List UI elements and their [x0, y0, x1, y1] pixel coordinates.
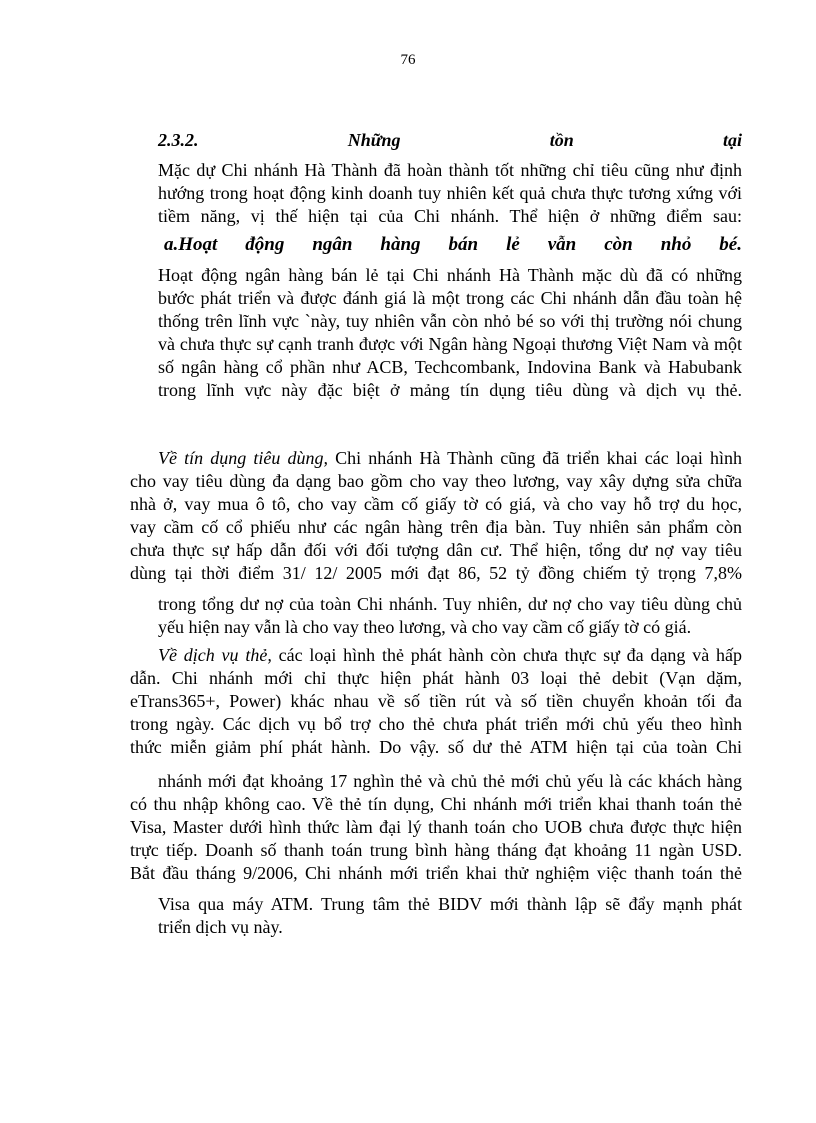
- card-services-paragraph: [130, 644, 742, 759]
- text-line: trong tổng dư nợ của toàn Chi nhánh. Tuy nhiên, dư nợ cho vay tiêu dùng chủ: [158, 594, 742, 614]
- text-line: eTrans365+, Power) khác nhau về số tiền rút và số tiền chuyển khoản tối đa: [130, 691, 742, 711]
- text-line: cho vay tiêu dùng đa dạng bao gồm cho vay theo lương, vay xây dựng sửa chữa: [130, 471, 742, 491]
- page-number: 76: [400, 52, 416, 68]
- section-title-word: tại: [722, 130, 742, 150]
- text-line: chưa thực sự hấp dẫn đối với đối tượng dân cư. Thể hiện, tổng dư nợ vay tiêu: [130, 540, 742, 560]
- section-heading: [158, 128, 742, 152]
- consumer-credit-continuation: [158, 593, 742, 639]
- subheading: a.Hoạt động ngân hàng bán lẻ vẫn còn nhỏ bé.: [164, 234, 742, 255]
- text-line: hướng trong hoạt động kinh doanh tuy nhiên kết quả chưa thực tương xứng với: [158, 183, 742, 203]
- text-fragment: các loại hình thẻ phát hành còn chưa thực sự đa dạng và hấp: [271, 645, 742, 665]
- text-line: trực tiếp. Doanh số thanh toán trung bình hàng tháng đạt khoảng 11 ngàn USD.: [130, 840, 742, 860]
- subheading-block: [164, 230, 742, 260]
- section-title-word: Những: [347, 130, 401, 150]
- text-line: tiềm năng, vị thế hiện tại của Chi nhánh. Thể hiện ở những điểm sau:: [158, 206, 742, 226]
- text-line: số ngân hàng cổ phần như ACB, Techcombank, Indovina Bank và Habubank: [158, 357, 742, 377]
- retail-paragraph: [158, 264, 742, 402]
- text-line: triển dịch vụ này.: [158, 917, 283, 937]
- text-line: Mặc dự Chi nhánh Hà Thành đã hoàn thành tốt những chỉ tiêu cũng như định: [158, 160, 742, 180]
- text-line: [130, 447, 742, 470]
- card-services-final: [158, 893, 742, 939]
- text-line: thống trên lĩnh vực `này, tuy nhiên vẫn còn nhỏ bé so với thị trường nói chung: [158, 311, 742, 331]
- consumer-credit-paragraph: [130, 447, 742, 585]
- text-line: nhánh mới đạt khoảng 17 nghìn thẻ và chủ thẻ mới chủ yếu là các khách hàng: [158, 771, 742, 791]
- text-line: bước phát triển và được đánh giá là một trong các Chi nhánh dẫn đầu toàn hệ: [158, 288, 742, 308]
- section-number: 2.3.2.: [158, 130, 199, 150]
- text-line: Bắt đầu tháng 9/2006, Chi nhánh mới triển khai thử nghiệm việc thanh toán thẻ: [130, 863, 742, 883]
- section-title-word: tồn: [549, 130, 574, 150]
- text-line: dẫn. Chi nhánh mới chỉ thực hiện phát hành 03 loại thẻ debit (Vạn dặm,: [130, 668, 742, 688]
- text-line: và chưa thực sự cạnh tranh được với Ngân hàng Ngoại thương Việt Nam và một: [158, 334, 742, 354]
- text-fragment: Chi nhánh Hà Thành cũng đã triển khai các loại hình: [328, 448, 742, 468]
- text-line: có thu nhập không cao. Về thẻ tín dụng, Chi nhánh mới triển khai thanh toán thẻ: [130, 794, 742, 814]
- text-line: vay cầm cố cổ phiếu như các ngân hàng trên địa bàn. Tuy nhiên sản phẩm còn: [130, 517, 742, 537]
- text-line: yếu hiện nay vẫn là cho vay theo lương, và cho vay cầm cố giấy tờ có giá.: [158, 617, 692, 637]
- text-line: nhà ở, vay mua ô tô, cho vay cầm cố giấy tờ có giá, và cho vay hỗ trợ du học,: [130, 494, 742, 514]
- card-services-continuation: [130, 770, 742, 885]
- card-services-lead: Về dịch vụ thẻ,: [158, 645, 272, 665]
- text-line: trong lĩnh vực này đặc biệt ở mảng tín dụng tiêu dùng và dịch vụ thẻ.: [158, 380, 742, 400]
- text-line: [130, 644, 742, 667]
- text-line: Visa qua máy ATM. Trung tâm thẻ BIDV mới thành lập sẽ đẩy mạnh phát: [158, 894, 742, 914]
- text-line: dùng tại thời điểm 31/ 12/ 2005 mới đạt 86, 52 tỷ đồng chiếm tỷ trọng 7,8%: [130, 563, 742, 583]
- consumer-credit-lead: Về tín dụng tiêu dùng,: [158, 448, 328, 468]
- text-line: thức miễn giảm phí phát hành. Do vậy. số dư thẻ ATM hiện tại của toàn Chi: [130, 737, 742, 757]
- text-line: trong ngày. Các dịch vụ bổ trợ cho thẻ chưa phát triển mới chủ yếu theo hình: [130, 714, 742, 734]
- intro-paragraph: [158, 159, 742, 228]
- text-line: Hoạt động ngân hàng bán lẻ tại Chi nhánh Hà Thành mặc dù đã có những: [158, 265, 742, 285]
- text-line: Visa, Master dưới hình thức làm đại lý thanh toán cho UOB chưa được thực hiện: [130, 817, 742, 837]
